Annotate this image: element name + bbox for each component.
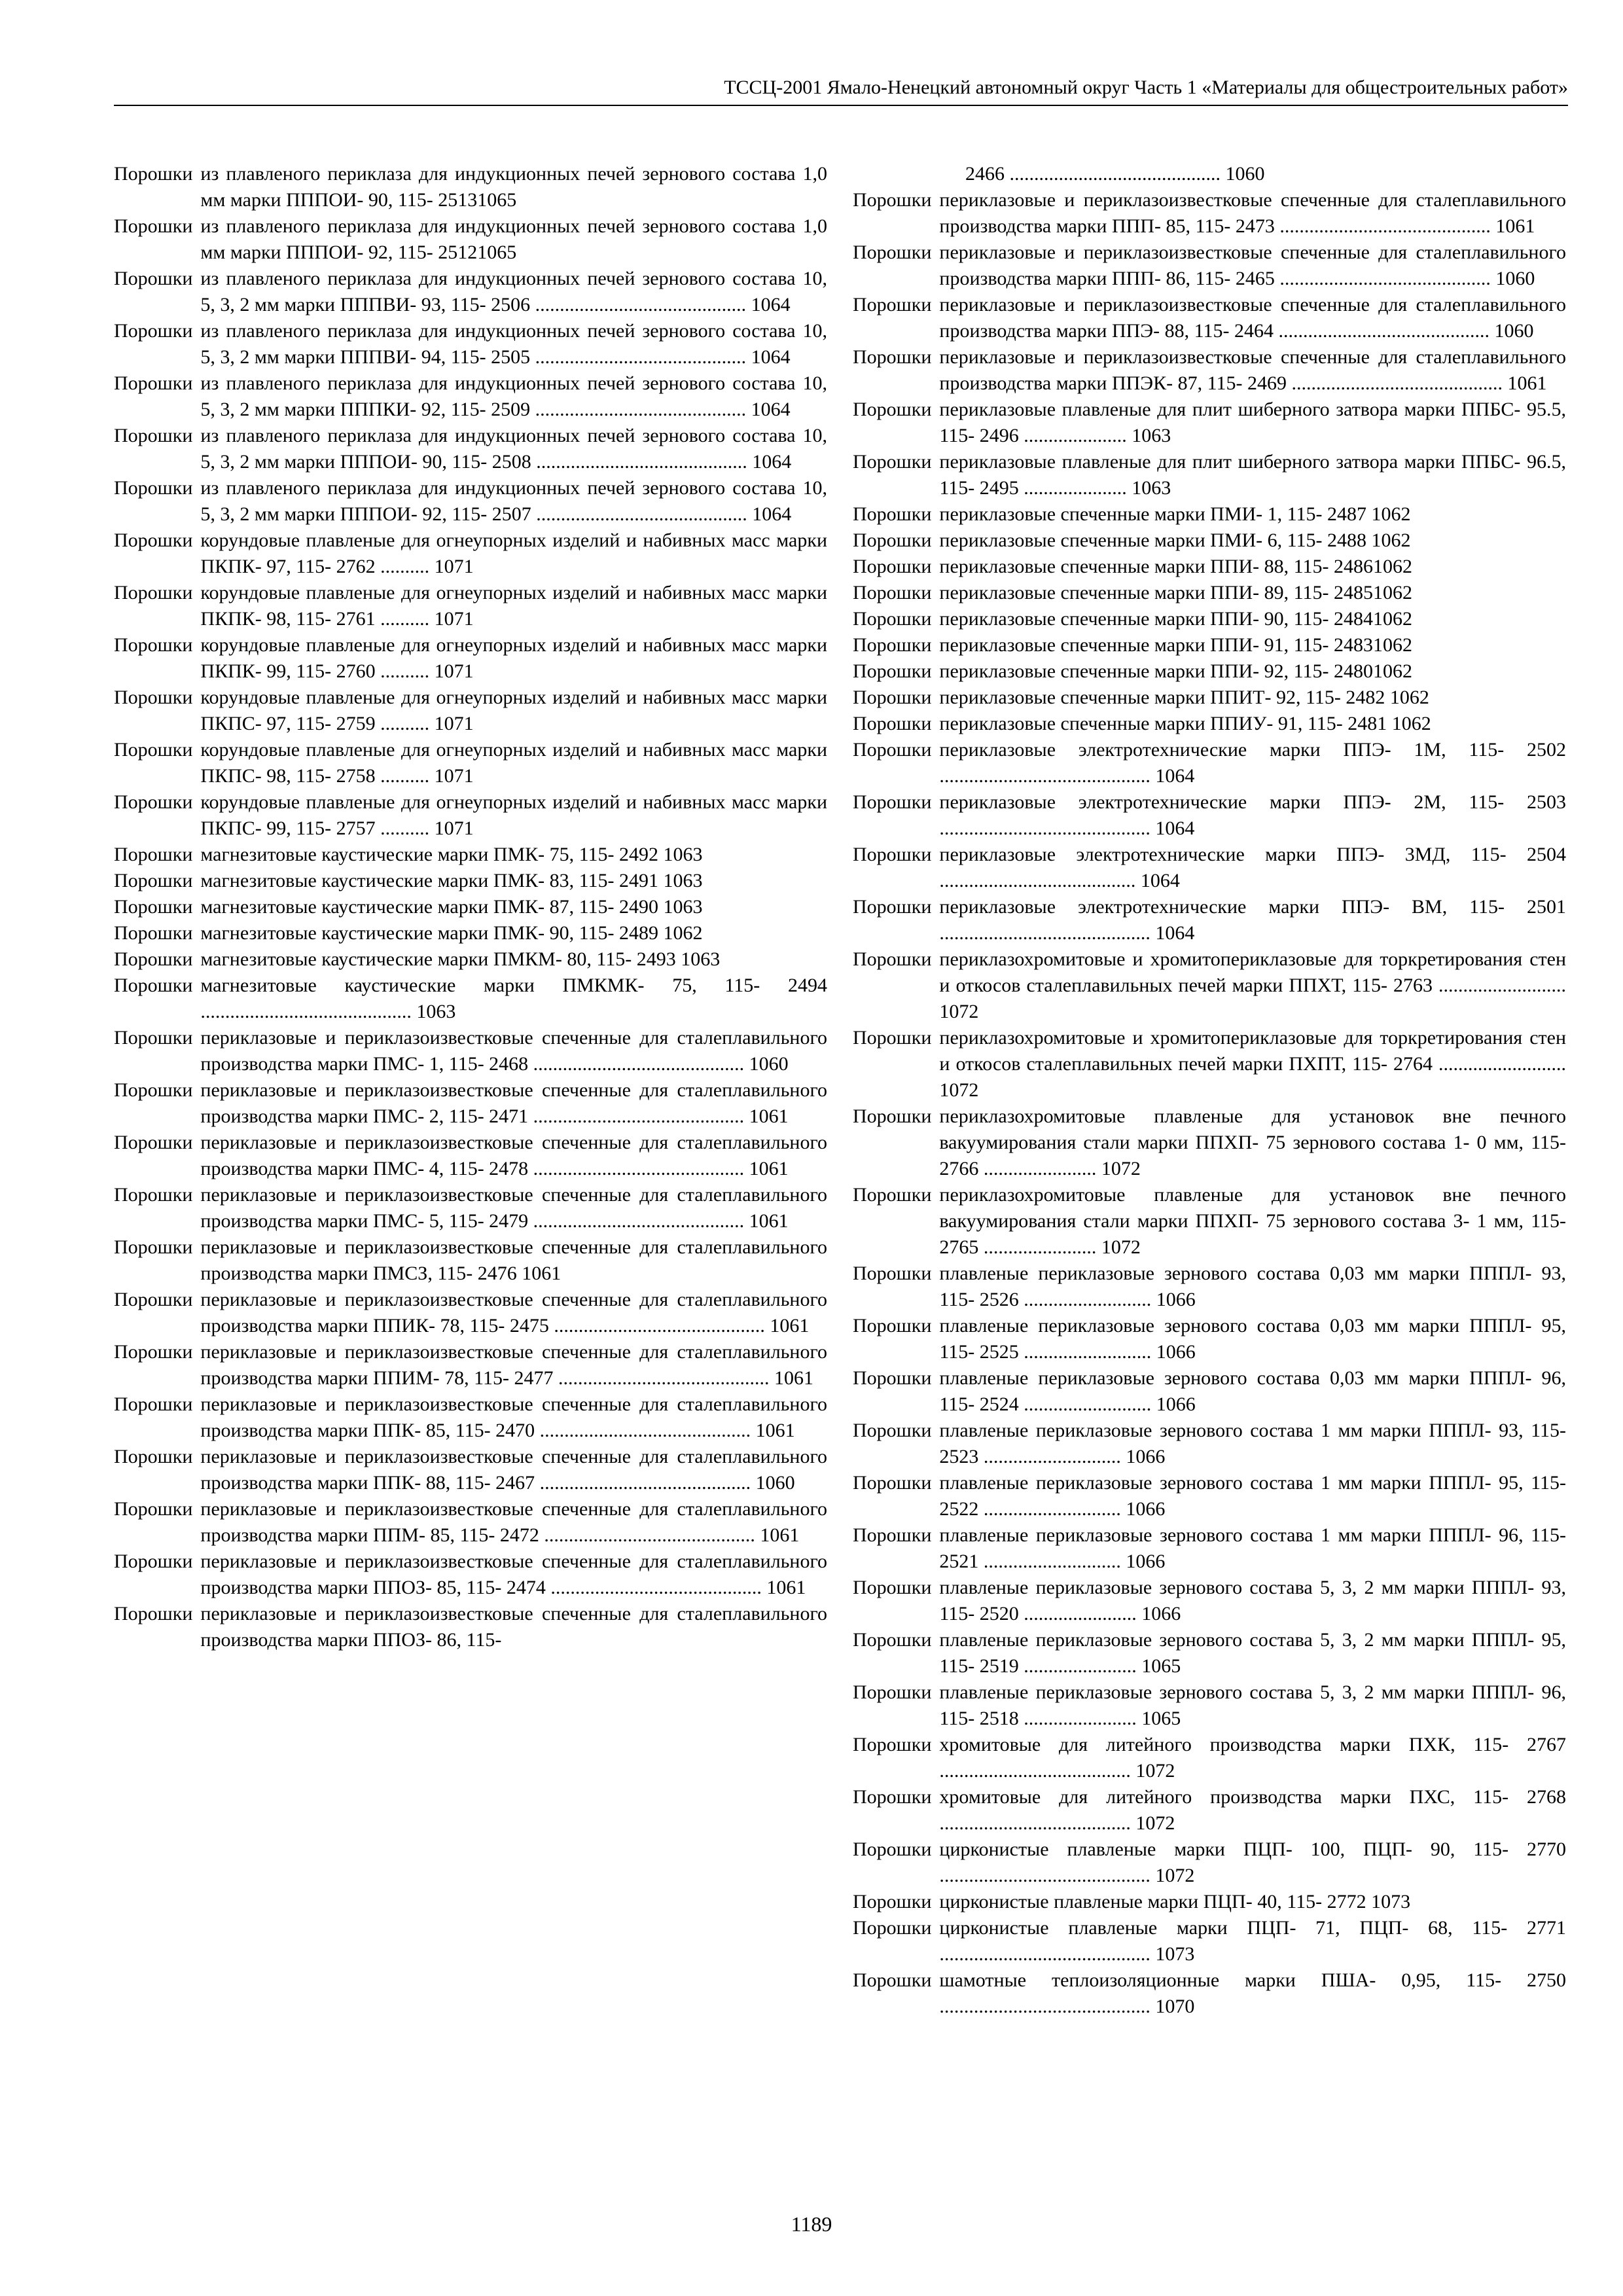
index-entry bbox=[853, 842, 1566, 894]
entry-description: периклазовые и периклазоизвестковые спеченные для сталеплавильного производства марки ППЭ- 88, 115- 2464 ........................................... 1060 bbox=[939, 294, 1566, 342]
entry-term: Порошки bbox=[114, 215, 193, 237]
entry-description: магнезитовые каустические марки ПМК- 75, 115- 2492 1063 bbox=[200, 844, 703, 865]
index-entry bbox=[114, 423, 827, 475]
entry-term: Порошки bbox=[114, 1079, 193, 1101]
entry-term: Порошки bbox=[114, 268, 193, 289]
entry-description: периклазовые спеченные марки ПМИ- 6, 115- 2488 1062 bbox=[939, 529, 1411, 551]
entry-term: Порошки bbox=[114, 529, 193, 551]
entry-term: Порошки bbox=[853, 451, 932, 473]
entry-term: Порошки bbox=[114, 1132, 193, 1153]
entry-term: Порошки bbox=[853, 529, 932, 551]
entry-description: из плавленого периклаза для индукционных печей зернового состава 1,0 мм марки ПППОИ- 90, 115- 25131065 bbox=[200, 163, 827, 211]
entry-term: Порошки bbox=[114, 1341, 193, 1363]
index-entry bbox=[853, 397, 1566, 449]
entry-description: корундовые плавленые для огнеупорных изделий и набивных масс марки ПКПС- 97, 115- 2759 .......... 1071 bbox=[200, 687, 827, 734]
entry-description: плавленые периклазовые зернового состава 5, 3, 2 мм марки ПППЛ- 96, 115- 2518 ....................... 1065 bbox=[939, 1681, 1566, 1729]
index-entry bbox=[853, 187, 1566, 240]
entry-description: магнезитовые каустические марки ПМКМ- 80, 115- 2493 1063 bbox=[200, 948, 721, 970]
entry-term: Порошки bbox=[853, 189, 932, 211]
entry-term: Порошки bbox=[853, 1917, 932, 1939]
entry-term: Порошки bbox=[114, 948, 193, 970]
continued-entry: 2466 ........................................... 1060 bbox=[965, 163, 1265, 185]
entry-description: магнезитовые каустические марки ПМКМК- 75, 115- 2494 ........................................... 1063 bbox=[200, 975, 827, 1022]
index-entry bbox=[114, 920, 827, 946]
index-entry bbox=[853, 554, 1566, 580]
entry-term: Порошки bbox=[853, 399, 932, 420]
entry-term: Порошки bbox=[114, 1393, 193, 1415]
entry-description: периклазохромитовые плавленые для установок вне печного вакуумирования стали марки ППХП- 75 зернового состава 3- 1 мм, 115- 2765 ....................... 1072 bbox=[939, 1184, 1566, 1258]
index-entry bbox=[853, 292, 1566, 344]
index-entry bbox=[853, 1837, 1566, 1889]
index-entry bbox=[114, 1287, 827, 1339]
entry-description: периклазовые и периклазоизвестковые спеченные для сталеплавильного производства марки ППП- 86, 115- 2465 ........................................... 1060 bbox=[939, 242, 1566, 289]
index-entry bbox=[114, 1234, 827, 1287]
entry-term: Порошки bbox=[853, 1524, 932, 1546]
index-entry bbox=[114, 868, 827, 894]
index-entry bbox=[853, 1889, 1566, 1915]
entry-description: периклазовые и периклазоизвестковые спеченные для сталеплавильного производства марки ПМСЗ, 115- 2476 1061 bbox=[200, 1236, 827, 1284]
index-entry bbox=[114, 1444, 827, 1496]
entry-description: периклазовые и периклазоизвестковые спеченные для сталеплавильного производства марки ППОЗ- 86, 115- bbox=[200, 1603, 827, 1651]
index-entry bbox=[114, 946, 827, 973]
entry-term: Порошки bbox=[114, 634, 193, 656]
entry-term: Порошки bbox=[853, 242, 932, 263]
entry-term: Порошки bbox=[853, 346, 932, 368]
index-entry bbox=[853, 632, 1566, 658]
index-entry bbox=[114, 1025, 827, 1077]
entry-term: Порошки bbox=[114, 163, 193, 185]
index-entry bbox=[853, 789, 1566, 842]
index-entry bbox=[853, 946, 1566, 1025]
index-entry bbox=[114, 1077, 827, 1130]
index-entry bbox=[853, 1313, 1566, 1365]
entry-description: периклазовые и периклазоизвестковые спеченные для сталеплавильного производства марки ПМС- 1, 115- 2468 ........................................... 1060 bbox=[200, 1027, 827, 1075]
index-entry bbox=[114, 161, 827, 213]
entry-description: из плавленого периклаза для индукционных печей зернового состава 10, 5, 3, 2 мм марки ПППВИ- 94, 115- 2505 ........................................... 1064 bbox=[200, 320, 827, 368]
entry-description: периклазохромитовые плавленые для установок вне печного вакуумирования стали марки ППХП- 75 зернового состава 1- 0 мм, 115- 2766 ....................... 1072 bbox=[939, 1105, 1566, 1179]
index-entry bbox=[114, 894, 827, 920]
entry-description: периклазовые спеченные марки ППИ- 89, 115- 24851062 bbox=[939, 582, 1413, 603]
entry-term: Порошки bbox=[853, 791, 932, 813]
entry-term: Порошки bbox=[853, 1184, 932, 1206]
entry-description: корундовые плавленые для огнеупорных изделий и набивных масс марки ПКПК- 97, 115- 2762 .......... 1071 bbox=[200, 529, 827, 577]
index-entry bbox=[853, 737, 1566, 789]
index-entry bbox=[114, 973, 827, 1025]
entry-description: периклазовые и периклазоизвестковые спеченные для сталеплавильного производства марки ПМС- 5, 115- 2479 ........................................... 1061 bbox=[200, 1184, 827, 1232]
header-divider bbox=[114, 105, 1568, 106]
index-entry bbox=[114, 1130, 827, 1182]
index-entry bbox=[114, 632, 827, 685]
entry-term: Порошки bbox=[114, 975, 193, 996]
index-entry bbox=[853, 894, 1566, 946]
entry-description: периклазовые и периклазоизвестковые спеченные для сталеплавильного производства марки ППК- 88, 115- 2467 ........................................... 1060 bbox=[200, 1446, 827, 1494]
entry-description: плавленые периклазовые зернового состава 5, 3, 2 мм марки ПППЛ- 93, 115- 2520 ....................... 1066 bbox=[939, 1577, 1566, 1624]
entry-description: периклазовые и периклазоизвестковые спеченные для сталеплавильного производства марки ППМ- 85, 115- 2472 ........................................... 1061 bbox=[200, 1498, 827, 1546]
index-entry bbox=[853, 685, 1566, 711]
entry-description: из плавленого периклаза для индукционных печей зернового состава 10, 5, 3, 2 мм марки ПППВИ- 93, 115- 2506 ........................................... 1064 bbox=[200, 268, 827, 315]
entry-description: периклазовые электротехнические марки ППЭ- 2М, 115- 2503 ........................................... 1064 bbox=[939, 791, 1566, 839]
entry-term: Порошки bbox=[114, 1498, 193, 1520]
entry-description: шамотные теплоизоляционные марки ПША- 0,95, 115- 2750 ........................................... 1070 bbox=[939, 1969, 1566, 2017]
index-entry bbox=[114, 1601, 827, 1653]
entry-term: Порошки bbox=[853, 1629, 932, 1651]
index-entry bbox=[853, 1365, 1566, 1418]
entry-description: периклазовые и периклазоизвестковые спеченные для сталеплавильного производства марки ПМС- 2, 115- 2471 ........................................... 1061 bbox=[200, 1079, 827, 1127]
entry-term: Порошки bbox=[853, 503, 932, 525]
entry-description: периклазовые плавленые для плит шиберного затвора марки ППБС- 95.5, 115- 2496 ..................... 1063 bbox=[939, 399, 1566, 446]
entry-description: плавленые периклазовые зернового состава 0,03 мм марки ПППЛ- 95, 115- 2525 .......................... 1066 bbox=[939, 1315, 1566, 1363]
entry-description: плавленые периклазовые зернового состава 1 мм марки ПППЛ- 93, 115- 2523 ............................ 1066 bbox=[939, 1420, 1566, 1467]
entry-description: периклазохромитовые и хромитопериклазовые для торкретирования стен и откосов сталеплавильных печей марки ПХПТ, 115- 2764 .......................... 1072 bbox=[939, 1027, 1566, 1101]
entry-description: периклазовые электротехнические марки ППЭ- 1М, 115- 2502 ........................................... 1064 bbox=[939, 739, 1566, 787]
entry-term: Порошки bbox=[114, 896, 193, 918]
index-entry bbox=[853, 528, 1566, 554]
entry-term: Порошки bbox=[853, 1786, 932, 1808]
entry-term: Порошки bbox=[853, 634, 932, 656]
index-entry bbox=[853, 1025, 1566, 1103]
entry-term: Порошки bbox=[114, 1603, 193, 1624]
entry-term: Порошки bbox=[114, 1551, 193, 1572]
index-entry bbox=[114, 370, 827, 423]
index-entry bbox=[853, 1182, 1566, 1261]
entry-description: периклазовые спеченные марки ППИТ- 92, 115- 2482 1062 bbox=[939, 687, 1429, 708]
index-entry bbox=[853, 1732, 1566, 1784]
entry-description: периклазовые спеченные марки ППИУ- 91, 115- 2481 1062 bbox=[939, 713, 1431, 734]
entry-term: Порошки bbox=[853, 1420, 932, 1441]
index-entry bbox=[853, 1784, 1566, 1837]
entry-term: Порошки bbox=[853, 1315, 932, 1336]
entry-term: Порошки bbox=[853, 1577, 932, 1598]
index-entry bbox=[853, 658, 1566, 685]
entry-term: Порошки bbox=[114, 1184, 193, 1206]
right-index-column bbox=[853, 161, 1566, 2020]
left-index-column bbox=[114, 161, 827, 1653]
index-entry bbox=[114, 1549, 827, 1601]
entry-term: Порошки bbox=[853, 582, 932, 603]
entry-description: плавленые периклазовые зернового состава 0,03 мм марки ПППЛ- 93, 115- 2526 .......................... 1066 bbox=[939, 1263, 1566, 1310]
entry-term: Порошки bbox=[853, 739, 932, 761]
entry-term: Порошки bbox=[114, 1289, 193, 1310]
entry-term: Порошки bbox=[853, 1891, 932, 1912]
entry-description: цирконистые плавленые марки ПЦП- 100, ПЦП- 90, 115- 2770 ........................................... 1072 bbox=[939, 1839, 1566, 1886]
entry-term: Порошки bbox=[114, 687, 193, 708]
entry-term: Порошки bbox=[114, 1027, 193, 1049]
entry-term: Порошки bbox=[853, 1472, 932, 1494]
index-entry bbox=[853, 344, 1566, 397]
entry-description: корундовые плавленые для огнеупорных изделий и набивных масс марки ПКПС- 98, 115- 2758 .......... 1071 bbox=[200, 739, 827, 787]
entry-term: Порошки bbox=[853, 1027, 932, 1049]
index-entry bbox=[114, 1182, 827, 1234]
entry-description: магнезитовые каустические марки ПМК- 90, 115- 2489 1062 bbox=[200, 922, 703, 944]
entry-term: Порошки bbox=[114, 320, 193, 342]
entry-description: плавленые периклазовые зернового состава 1 мм марки ПППЛ- 95, 115- 2522 ............................ 1066 bbox=[939, 1472, 1566, 1520]
entry-description: цирконистые плавленые марки ПЦП- 71, ПЦП- 68, 115- 2771 ........................................... 1073 bbox=[939, 1917, 1566, 1965]
entry-term: Порошки bbox=[114, 870, 193, 891]
entry-description: периклазовые спеченные марки ППИ- 91, 115- 24831062 bbox=[939, 634, 1413, 656]
entry-description: периклазовые и периклазоизвестковые спеченные для сталеплавильного производства марки ППЭК- 87, 115- 2469 ........................................... 1061 bbox=[939, 346, 1566, 394]
entry-description: периклазовые и периклазоизвестковые спеченные для сталеплавильного производства марки ППИМ- 78, 115- 2477 ........................................... 1061 bbox=[200, 1341, 827, 1389]
entry-term: Порошки bbox=[114, 791, 193, 813]
entry-term: Порошки bbox=[853, 1263, 932, 1284]
entry-term: Порошки bbox=[853, 948, 932, 970]
index-entry bbox=[853, 1627, 1566, 1679]
entry-description: корундовые плавленые для огнеупорных изделий и набивных масс марки ПКПК- 99, 115- 2760 .......... 1071 bbox=[200, 634, 827, 682]
index-entry bbox=[114, 1391, 827, 1444]
entry-description: периклазовые и периклазоизвестковые спеченные для сталеплавильного производства марки ПМС- 4, 115- 2478 ........................................... 1061 bbox=[200, 1132, 827, 1179]
entry-description: периклазовые спеченные марки ППИ- 88, 115- 24861062 bbox=[939, 556, 1413, 577]
entry-description: плавленые периклазовые зернового состава 1 мм марки ПППЛ- 96, 115- 2521 ............................ 1066 bbox=[939, 1524, 1566, 1572]
index-entry bbox=[114, 685, 827, 737]
index-entry bbox=[853, 580, 1566, 606]
entry-term: Порошки bbox=[114, 922, 193, 944]
entry-description: корундовые плавленые для огнеупорных изделий и набивных масс марки ПКПК- 98, 115- 2761 .......... 1071 bbox=[200, 582, 827, 630]
entry-term: Порошки bbox=[853, 1969, 932, 1991]
entry-description: корундовые плавленые для огнеупорных изделий и набивных масс марки ПКПС- 99, 115- 2757 .......... 1071 bbox=[200, 791, 827, 839]
index-entry bbox=[114, 737, 827, 789]
entry-description: периклазовые и периклазоизвестковые спеченные для сталеплавильного производства марки ППК- 85, 115- 2470 ........................................... 1061 bbox=[200, 1393, 827, 1441]
index-entry bbox=[853, 1261, 1566, 1313]
index-entry bbox=[853, 1967, 1566, 2020]
entry-term: Порошки bbox=[114, 739, 193, 761]
entry-term: Порошки bbox=[853, 556, 932, 577]
index-entry bbox=[114, 789, 827, 842]
entry-description: периклазовые спеченные марки ППИ- 90, 115- 24841062 bbox=[939, 608, 1413, 630]
entry-term: Порошки bbox=[114, 582, 193, 603]
index-entry bbox=[114, 1496, 827, 1549]
entry-term: Порошки bbox=[853, 660, 932, 682]
entry-description: магнезитовые каустические марки ПМК- 83, 115- 2491 1063 bbox=[200, 870, 703, 891]
index-entry bbox=[853, 711, 1566, 737]
entry-term: Порошки bbox=[114, 425, 193, 446]
index-entry bbox=[853, 1103, 1566, 1182]
index-entry bbox=[853, 1915, 1566, 1967]
entry-description: периклазовые спеченные марки ПМИ- 1, 115- 2487 1062 bbox=[939, 503, 1411, 525]
index-entry bbox=[853, 501, 1566, 528]
entry-term: Порошки bbox=[853, 687, 932, 708]
index-entry bbox=[114, 213, 827, 266]
entry-description: магнезитовые каустические марки ПМК- 87, 115- 2490 1063 bbox=[200, 896, 703, 918]
index-entry bbox=[853, 1575, 1566, 1627]
entry-description: периклазохромитовые и хромитопериклазовые для торкретирования стен и откосов сталеплавильных печей марки ППХТ, 115- 2763 .......................... 1072 bbox=[939, 948, 1566, 1022]
index-entry bbox=[853, 606, 1566, 632]
index-entry bbox=[114, 842, 827, 868]
entry-description: периклазовые и периклазоизвестковые спеченные для сталеплавильного производства марки ППОЗ- 85, 115- 2474 ........................................... 1061 bbox=[200, 1551, 827, 1598]
index-entry bbox=[114, 580, 827, 632]
entry-term: Порошки bbox=[853, 1681, 932, 1703]
entry-description: периклазовые и периклазоизвестковые спеченные для сталеплавильного производства марки ППП- 85, 115- 2473 ........................................... 1061 bbox=[939, 189, 1566, 237]
entry-description: периклазовые электротехнические марки ППЭ- 3МД, 115- 2504 ........................................ 1064 bbox=[939, 844, 1566, 891]
entry-term: Порошки bbox=[114, 477, 193, 499]
entry-description: плавленые периклазовые зернового состава 0,03 мм марки ПППЛ- 96, 115- 2524 .......................... 1066 bbox=[939, 1367, 1566, 1415]
entry-term: Порошки bbox=[853, 1734, 932, 1755]
entry-description: периклазовые спеченные марки ППИ- 92, 115- 24801062 bbox=[939, 660, 1413, 682]
entry-description: из плавленого периклаза для индукционных печей зернового состава 10, 5, 3, 2 мм марки ПППОИ- 90, 115- 2508 ........................................... 1064 bbox=[200, 425, 827, 473]
entry-term: Порошки bbox=[114, 1236, 193, 1258]
entry-term: Порошки bbox=[853, 1367, 932, 1389]
entry-term: Порошки bbox=[114, 844, 193, 865]
running-header: ТССЦ-2001 Ямало-Ненецкий автономный округ Часть 1 «Материалы для общестроительных работ» bbox=[724, 77, 1568, 98]
index-entry bbox=[114, 475, 827, 528]
entry-description: периклазовые и периклазоизвестковые спеченные для сталеплавильного производства марки ППИК- 78, 115- 2475 ........................................... 1061 bbox=[200, 1289, 827, 1336]
index-entry bbox=[853, 1522, 1566, 1575]
entry-description: цирконистые плавленые марки ПЦП- 40, 115- 2772 1073 bbox=[939, 1891, 1411, 1912]
entry-description: хромитовые для литейного производства марки ПХС, 115- 2768 ....................................... 1072 bbox=[939, 1786, 1566, 1834]
entry-term: Порошки bbox=[853, 844, 932, 865]
entry-description: из плавленого периклаза для индукционных печей зернового состава 10, 5, 3, 2 мм марки ПППОИ- 92, 115- 2507 ........................................... 1064 bbox=[200, 477, 827, 525]
index-entry bbox=[114, 1339, 827, 1391]
entry-term: Порошки bbox=[114, 372, 193, 394]
index-entry bbox=[853, 1470, 1566, 1522]
entry-term: Порошки bbox=[853, 608, 932, 630]
entry-term: Порошки bbox=[853, 1839, 932, 1860]
index-entry bbox=[853, 1418, 1566, 1470]
page-number: 1189 bbox=[791, 2212, 832, 2236]
entry-description: периклазовые электротехнические марки ППЭ- ВМ, 115- 2501 ........................................... 1064 bbox=[939, 896, 1566, 944]
entry-description: плавленые периклазовые зернового состава 5, 3, 2 мм марки ПППЛ- 95, 115- 2519 ....................... 1065 bbox=[939, 1629, 1566, 1677]
entry-description: периклазовые плавленые для плит шиберного затвора марки ППБС- 96.5, 115- 2495 ..................... 1063 bbox=[939, 451, 1566, 499]
index-entry bbox=[114, 318, 827, 370]
entry-term: Порошки bbox=[853, 896, 932, 918]
index-entry bbox=[853, 240, 1566, 292]
entry-description: из плавленого периклаза для индукционных печей зернового состава 10, 5, 3, 2 мм марки ПППКИ- 92, 115- 2509 ........................................... 1064 bbox=[200, 372, 827, 420]
entry-description: из плавленого периклаза для индукционных печей зернового состава 1,0 мм марки ПППОИ- 92, 115- 25121065 bbox=[200, 215, 827, 263]
entry-term: Порошки bbox=[853, 1105, 932, 1127]
index-entry bbox=[114, 528, 827, 580]
index-entry bbox=[114, 266, 827, 318]
entry-term: Порошки bbox=[853, 713, 932, 734]
entry-term: Порошки bbox=[853, 294, 932, 315]
entry-term: Порошки bbox=[114, 1446, 193, 1467]
index-entry bbox=[853, 449, 1566, 501]
index-entry bbox=[853, 1679, 1566, 1732]
entry-description: хромитовые для литейного производства марки ПХК, 115- 2767 ....................................... 1072 bbox=[939, 1734, 1566, 1782]
